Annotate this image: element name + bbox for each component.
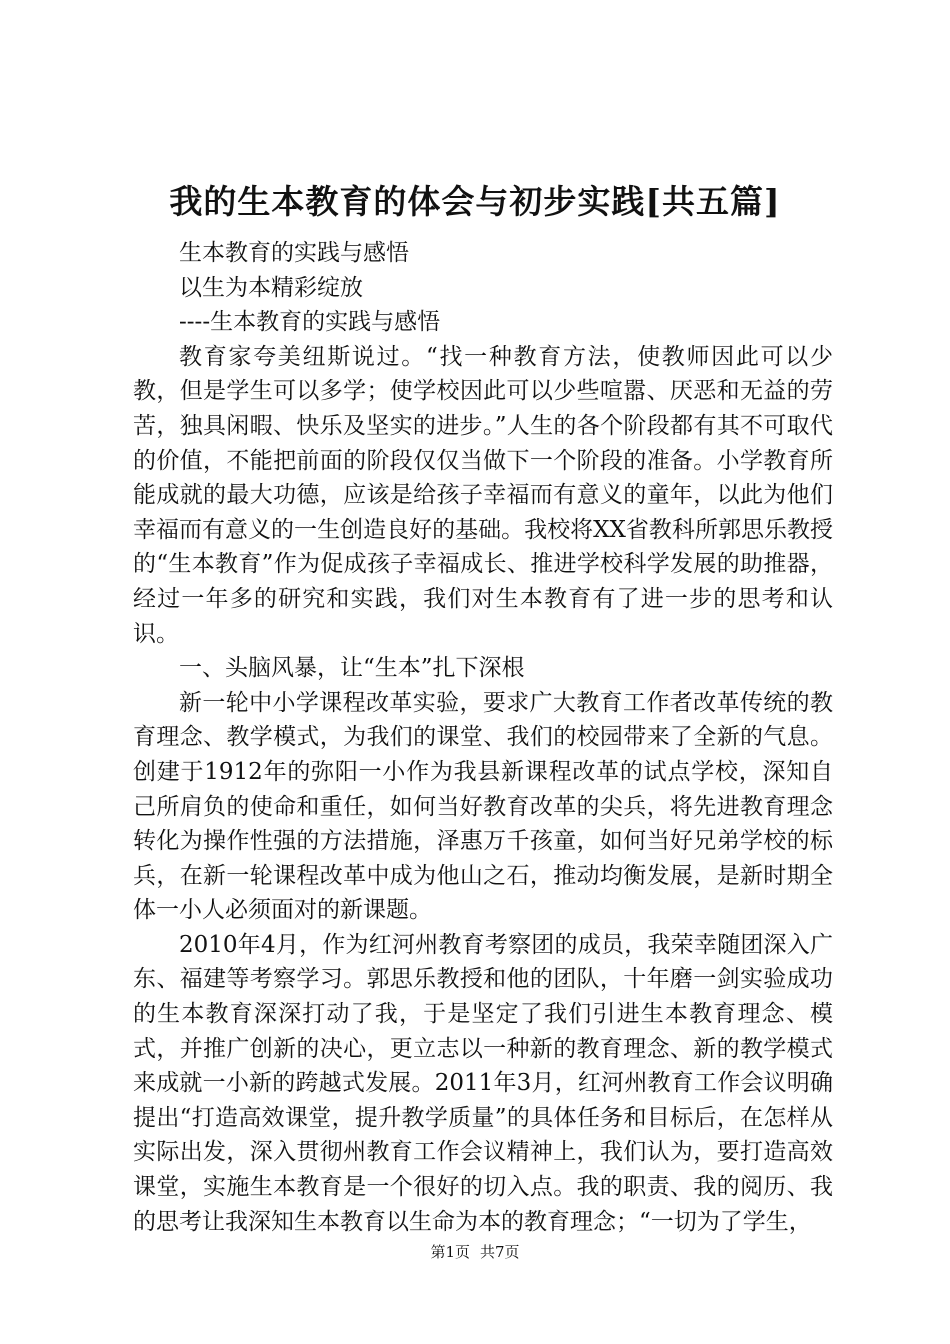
subtitle-line: ----生本教育的实践与感悟 [179, 309, 441, 336]
document-body [133, 236, 833, 1239]
section-heading: 一、头脑风暴，让“生本”扎下深根 [179, 655, 525, 682]
body-paragraph: 2010年4月，作为红河州教育考察团的成员，我荣幸随团深入广东、福建等考察学习。郭思乐教授和他的团队，十年磨一剑实验成功的生本教育深深打动了我，于是坚定了我们引进生本教育理念、模式，并推广创新的决心，更立志以一种新的教育理念、新的教学模式来成就一小新的跨越式发展。2011年3月，红河州教育工作会议明确提出“打造高效课堂，提升教学质量”的具体任务和目标后，在怎样从实际出发，深入贯彻州教育工作会议精神上，我们认为，要打造高效课堂，实施生本教育是一个很好的切入点。我的职责、我的阅历、我的思考让我深知生本教育以生命为本的教育理念；“一切为了学生， [133, 931, 833, 1235]
page-total: 共7页 [480, 1243, 520, 1261]
body-paragraph: 新一轮中小学课程改革实验，要求广大教育工作者改革传统的教育理念、教学模式，为我们的课堂、我们的校园带来了全新的气息。创建于1912年的弥阳一小作为我县新课程改革的试点学校，深知自己所肩负的使命和重任，如何当好教育改革的尖兵，将先进教育理念转化为操作性强的方法措施，泽惠万千孩童，如何当好兄弟学校的标兵，在新一轮课程改革中成为他山之石，推动均衡发展，是新时期全体一小人必须面对的新课题。 [133, 689, 833, 924]
subtitle-line: 生本教育的实践与感悟 [179, 240, 409, 266]
page-number: 第1页 [430, 1243, 470, 1261]
body-paragraph: 教育家夸美纽斯说过。“找一种教育方法，使教师因此可以少教，但是学生可以多学；使学校因此可以少些喧嚣、厌恶和无益的劳苦，独具闲暇、快乐及坚实的进步。”人生的各个阶段都有其不可取代的价值，不能把前面的阶段仅仅当做下一个阶段的准备。小学教育所能成就的最大功德，应该是给孩子幸福而有意义的童年，以此为他们幸福而有意义的一生创造良好的基础。我校将XX省教科所郭思乐教授的“生本教育”作为促成孩子幸福成长、推进学校科学发展的助推器，经过一年多的研究和实践，我们对生本教育有了进一步的思考和认识。 [133, 343, 833, 647]
subtitle-line: 以生为本精彩绽放 [179, 274, 363, 301]
document-title: 我的生本教育的体会与初步实践[共五篇] [169, 182, 781, 221]
page-footer [0, 1242, 950, 1262]
